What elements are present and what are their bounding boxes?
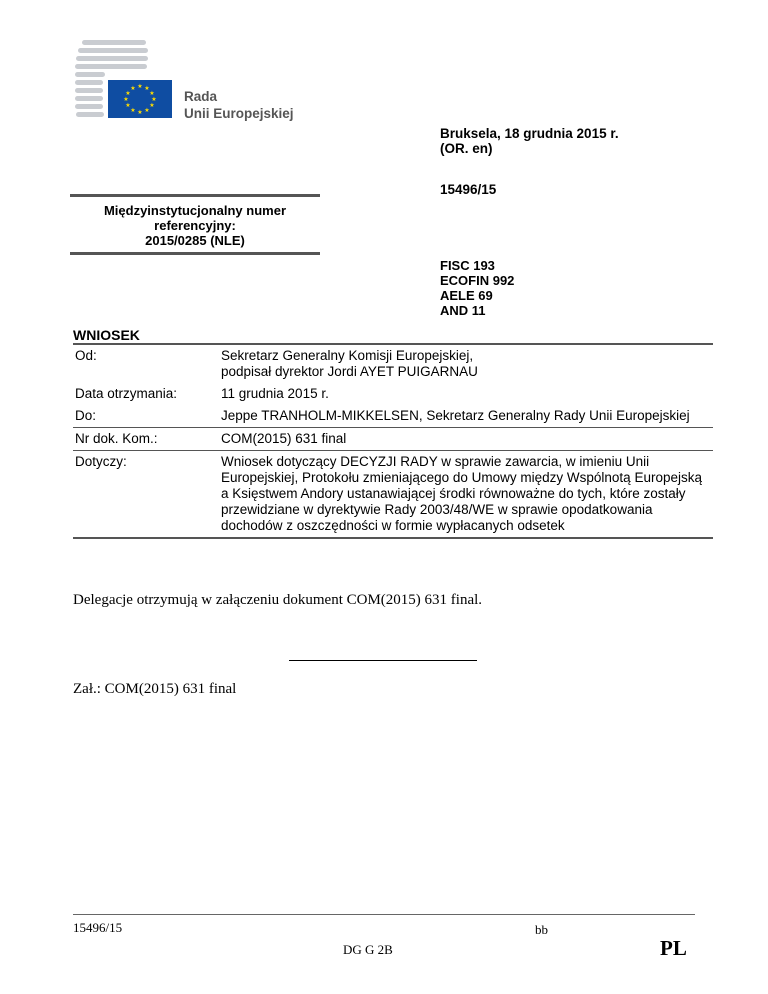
table-row [73,428,713,451]
svg-text:★: ★ [125,102,131,109]
svg-text:★: ★ [125,90,131,97]
council-name-line1: Rada [184,89,218,104]
table-row [73,344,713,383]
eu-stars-icon [108,80,172,118]
original-language: (OR. en) [440,141,493,156]
interinstitutional-reference [70,194,320,255]
svg-text:★: ★ [144,107,150,114]
com-value: COM(2015) 631 final [221,428,713,451]
subject-value: Wniosek dotyczący DECYZJI RADY w sprawie zawarcia, w imieniu Unii Europejskiej, Protokołu zmieniającego do Umowy między Wspólnotą Europejską a Księstwem Andory ustanawiającej środki równoważne do tych, które zostały przewidziane w dyrektywie Rady 2003/48/WE w sprawie opodatkowania dochodów z oszczędności w formie wypłacanych odsetek [221,451,713,539]
ref-label-line1: Międzyinstytucjonalny numer [103,203,287,218]
ref-number: 2015/0285 (NLE) [145,233,245,248]
svg-text:★: ★ [149,102,155,109]
logo-stripe [75,80,103,85]
svg-text:★: ★ [144,85,150,92]
from-value [221,344,713,383]
code-item: ECOFIN 992 [440,273,515,288]
logo-stripe [76,56,148,61]
separator-line [289,660,477,661]
place-date-text: Bruksela, 18 grudnia 2015 r. [440,126,619,141]
from-value-line1: Sekretarz Generalny Komisji Europejskiej, [221,348,474,363]
received-value: 11 grudnia 2015 r. [221,386,329,401]
attachment-note: Zał.: COM(2015) 631 final [73,681,237,697]
received-label: Data otrzymania: [75,386,178,401]
footer-divider [73,914,695,915]
svg-text:★: ★ [151,96,157,103]
svg-text:★: ★ [137,109,143,116]
svg-text:★: ★ [149,90,155,97]
code-item: AELE 69 [440,288,493,303]
ref-label-line2: referencyjny: [154,218,236,233]
logo-stripe [75,88,103,93]
table-row [73,405,713,428]
svg-text:★: ★ [123,96,129,103]
footer-department: DG G 2B [343,942,393,957]
council-name-line2: Unii Europejskiej [184,106,294,121]
logo-stripe [75,104,103,109]
eu-flag-icon [108,80,172,118]
com-label: Nr dok. Kom.: [73,428,221,451]
place-date [440,126,619,156]
logo-stripe [76,112,104,117]
document-number: 15496/15 [440,182,497,197]
footer-doc-number: 15496/15 [73,920,123,935]
subject-label: Dotyczy: [73,451,221,539]
table-row [73,383,713,405]
code-item: AND 11 [440,303,486,318]
body-paragraph: Delegacje otrzymują w załączeniu dokument COM(2015) 631 final. [73,592,483,608]
logo-stripe [75,64,147,69]
svg-text:★: ★ [130,107,136,114]
logo-stripe [75,96,103,101]
svg-text:★: ★ [130,85,136,92]
footer-initials: bb [535,922,548,937]
footer-language-code: PL [660,936,687,960]
from-label: Od: [73,344,221,383]
table-row [73,451,713,539]
from-value-line2: podpisał dyrektor Jordi AYET PUIGARNAU [221,364,478,379]
to-label: Do: [75,408,97,423]
svg-text:★: ★ [137,83,143,90]
logo-stripe [78,48,148,53]
to-value: Jeppe TRANHOLM-MIKKELSEN, Sekretarz Generalny Rady Unii Europejskiej [221,408,690,423]
classification-codes [440,258,514,318]
logo-stripe [82,40,146,45]
metadata-table [73,343,713,539]
council-logo [72,38,312,130]
council-name [184,88,294,122]
document-type: WNIOSEK [73,327,140,343]
code-item: FISC 193 [440,258,495,273]
logo-stripe [75,72,105,77]
